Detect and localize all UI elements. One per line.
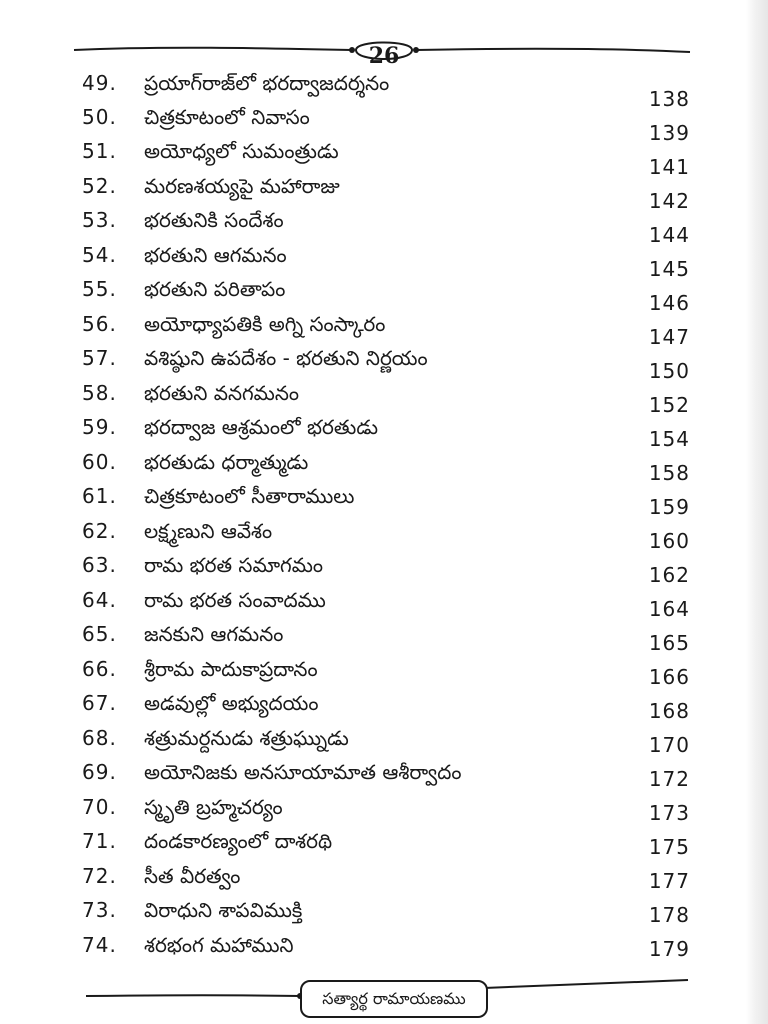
entry-page-number: 150: [648, 359, 690, 383]
entry-page-number: 179: [648, 937, 690, 961]
entry-number: 70.: [82, 795, 117, 819]
entry-title: భరతునికి సందేశం: [144, 208, 284, 232]
entry-title: అయోనిజకు అనసూయామాత ఆశీర్వాదం: [144, 760, 462, 784]
entry-page-number: 146: [648, 291, 690, 315]
entry-title: శత్రుమర్దనుడు శత్రుఘ్నుడు: [144, 726, 349, 750]
entry-page-number: 139: [648, 121, 690, 145]
entry-number: 54.: [82, 243, 117, 267]
entry-page-number: 158: [648, 461, 690, 485]
entry-number: 61.: [82, 484, 117, 508]
entry-page-number: 166: [648, 665, 690, 689]
entry-number: 69.: [82, 760, 117, 784]
entry-number: 65.: [82, 622, 117, 646]
entry-number: 60.: [82, 450, 117, 474]
entry-title: భరతుని వనగమనం: [144, 381, 299, 405]
entry-number: 56.: [82, 312, 117, 336]
entry-number: 51.: [82, 139, 117, 163]
footer-book-title: సత్యార్థ రామాయణము: [300, 980, 488, 1018]
entry-title: జనకుని ఆగమనం: [144, 622, 284, 646]
entry-page-number: 141: [648, 155, 690, 179]
entry-number: 72.: [82, 864, 117, 888]
entry-page-number: 152: [648, 393, 690, 417]
entry-page-number: 173: [648, 801, 690, 825]
entry-title: భరతుడు ధర్మాత్ముడు: [144, 450, 309, 474]
entry-page-number: 154: [648, 427, 690, 451]
entry-number: 66.: [82, 657, 117, 681]
entry-title: సీత వీరత్వం: [144, 864, 241, 888]
entry-number: 71.: [82, 829, 117, 853]
entry-title: శ్రీరామ పాదుకాప్రదానం: [144, 657, 318, 681]
entry-number: 52.: [82, 174, 117, 198]
entry-title: లక్ష్మణుని ఆవేశం: [144, 519, 273, 543]
entry-number: 64.: [82, 588, 117, 612]
entry-page-number: 147: [648, 325, 690, 349]
entry-title: వశిష్ఠుని ఉపదేశం - భరతుని నిర్ణయం: [144, 346, 428, 370]
entry-title: భరతుని ఆగమనం: [144, 243, 287, 267]
entry-title: అయోధ్యాపతికి అగ్ని సంస్కారం: [144, 312, 386, 336]
entry-title: విరాధుని శాపవిముక్తి: [144, 898, 303, 922]
entry-title: చిత్రకూటంలో సీతారాములు: [144, 484, 355, 508]
entry-title: అయోధ్యలో సుమంత్రుడు: [144, 139, 339, 163]
entry-page-number: 144: [648, 223, 690, 247]
entry-title: స్మృతి బ్రహ్మచర్యం: [144, 795, 283, 819]
entry-page-number: 142: [648, 189, 690, 213]
entry-number: 74.: [82, 933, 117, 957]
entry-page-number: 162: [648, 563, 690, 587]
entry-page-number: 145: [648, 257, 690, 281]
entry-page-number: 175: [648, 835, 690, 859]
entry-page-number: 164: [648, 597, 690, 621]
entry-page-number: 138: [648, 87, 690, 111]
entry-title: భరతుని పరితాపం: [144, 277, 286, 301]
entry-title: రామ భరత సమాగమం: [144, 553, 323, 577]
entry-title: ప్రయాగ్‌రాజ్‌లో భరద్వాజదర్శనం: [144, 71, 390, 95]
entry-number: 49.: [82, 71, 117, 95]
entry-number: 50.: [82, 105, 117, 129]
page-number: 26: [368, 43, 400, 69]
entry-number: 67.: [82, 691, 117, 715]
entry-page-number: 168: [648, 699, 690, 723]
entry-page-number: 159: [648, 495, 690, 519]
entry-number: 55.: [82, 277, 117, 301]
entry-page-number: 178: [648, 903, 690, 927]
entry-title: శరభంగ మహాముని: [144, 933, 294, 957]
entry-title: చిత్రకూటంలో నివాసం: [144, 105, 310, 129]
entry-number: 73.: [82, 898, 117, 922]
entry-title: అడవుల్లో అభ్యుదయం: [144, 691, 319, 715]
entry-title: మరణశయ్యపై మహారాజు: [144, 174, 340, 198]
entry-page-number: 170: [648, 733, 690, 757]
entry-page-number: 165: [648, 631, 690, 655]
entry-number: 59.: [82, 415, 117, 439]
entry-number: 68.: [82, 726, 117, 750]
entry-number: 58.: [82, 381, 117, 405]
entry-page-number: 172: [648, 767, 690, 791]
entry-title: రామ భరత సంవాదము: [144, 588, 326, 612]
entry-number: 62.: [82, 519, 117, 543]
entry-number: 57.: [82, 346, 117, 370]
entry-number: 63.: [82, 553, 117, 577]
entry-page-number: 177: [648, 869, 690, 893]
entry-number: 53.: [82, 208, 117, 232]
entry-title: దండకారణ్యంలో దాశరథి: [144, 829, 333, 853]
entry-title: భరద్వాజ ఆశ్రమంలో భరతుడు: [144, 415, 379, 439]
entry-page-number: 160: [648, 529, 690, 553]
